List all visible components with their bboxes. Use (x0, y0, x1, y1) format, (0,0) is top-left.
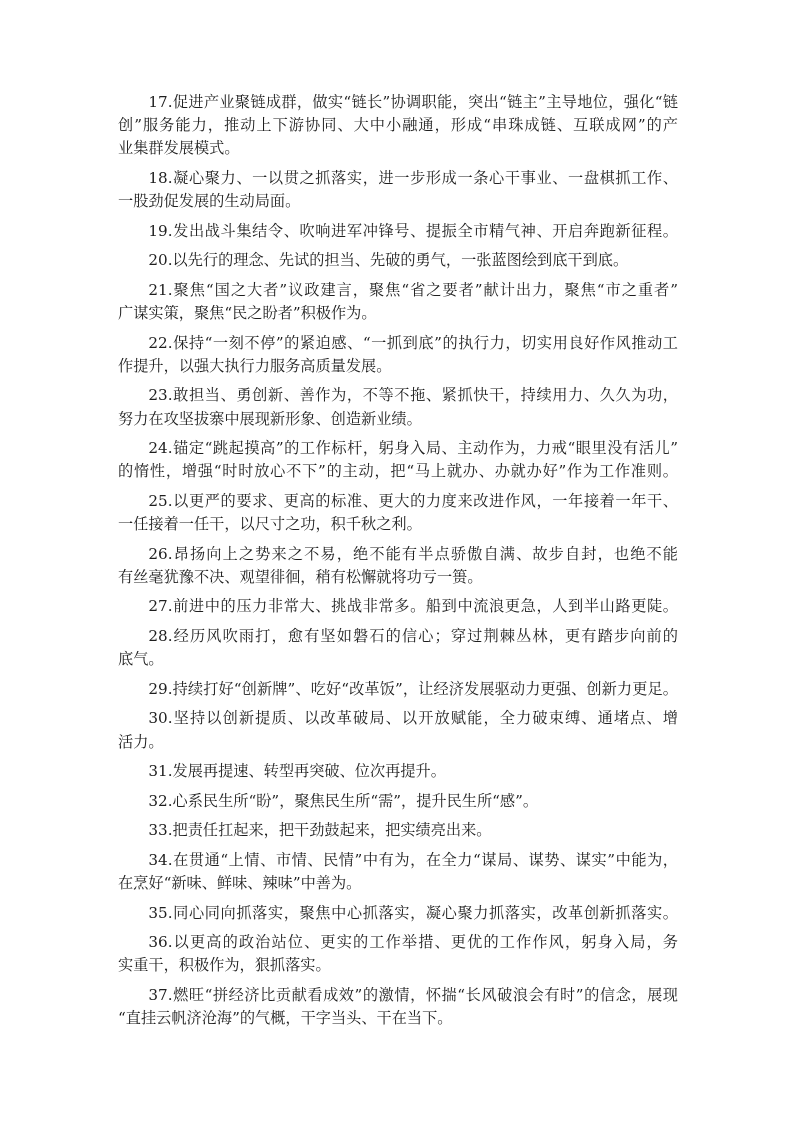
paragraph-line: 20.以先行的理念、先试的担当、先破的勇气，一张蓝图绘到底干到底。 (148, 251, 629, 270)
paragraph-line: 34.在贯通“上情、市情、民情”中有为，在全力“谋局、谋势、谋实”中能为， (148, 850, 678, 869)
paragraph-25 (118, 490, 678, 536)
paragraph-line: 37.燃旺“拼经济比贡献看成效”的激情，怀揣“长风破浪会有时”的信念，展现 (148, 986, 678, 1004)
paragraph-line: 27.前进中的压力非常大、挑战非常多。船到中流浪更急，人到半山路更陡。 (148, 597, 678, 616)
paragraph-27 (118, 595, 678, 618)
paragraph-line: 24.锚定“跳起摸高”的工作标杆，躬身入局、主动作为，力戒“眼里没有活儿” (148, 439, 678, 458)
paragraph-line: 32.心系民生所“盼”，聚焦民生所“需”，提升民生所“感”。 (148, 791, 539, 810)
paragraph-line: 19.发出战斗集结令、吹响进军冲锋号、提振全市精气神、开启奔跑新征程。 (148, 221, 678, 240)
paragraph-line: 一任接着一任干，以尺寸之功，积千秋之利。 (118, 515, 422, 534)
paragraph-line: 有丝毫犹豫不决、观望徘徊，稍有松懈就将功亏一篑。 (118, 567, 483, 586)
paragraph-line: 21.聚焦“国之大者”议政建言，聚焦“省之要者”献计出力，聚焦“市之重者” (148, 280, 678, 299)
paragraph-line: 29.持续打好“创新牌”、吃好“改革饭”，让经济发展驱动力更强、创新力更足。 (148, 679, 678, 698)
paragraph-35 (118, 902, 678, 925)
paragraph-28 (118, 625, 678, 671)
paragraph-line: 30.坚持以创新提质、以改革破局、以开放赋能，全力破束缚、通堵点、增 (148, 709, 678, 728)
paragraph-17 (118, 91, 678, 161)
paragraph-22 (118, 332, 678, 378)
paragraph-line: 31.发展再提速、转型再突破、位次再提升。 (148, 762, 446, 781)
paragraph-line: 活力。 (118, 732, 164, 751)
paragraph-31 (118, 760, 678, 783)
paragraph-36 (118, 931, 678, 977)
paragraph-line: 广谋实策，聚焦“民之盼者”积极作为。 (118, 304, 377, 323)
paragraph-line: 17.促进产业聚链成群，做实“链长”协调职能，突出“链主”主导地位，强化“链 (148, 93, 678, 111)
paragraph-23 (118, 384, 678, 430)
paragraph-line: 28.经历风吹雨打，愈有坚如磐石的信心；穿过荆棘丛林，更有踏步向前的 (148, 627, 678, 646)
paragraph-26 (118, 543, 678, 589)
paragraph-line: 的惰性，增强“时时放心不下”的主动，把“马上就办、办就办好”作为工作准则。 (118, 462, 678, 481)
paragraph-34 (118, 849, 678, 895)
paragraph-line: 努力在攻坚拔寨中展现新形象、创造新业绩。 (118, 409, 422, 428)
paragraph-line: 22.保持“一刻不停”的紧迫感、“一抓到底”的执行力，切实用良好作风推动工 (148, 333, 678, 352)
paragraph-line: “直挂云帆济沧海”的气概，干字当头、干在当下。 (118, 1009, 453, 1028)
paragraph-line: 作提升，以强大执行力服务高质量发展。 (118, 356, 392, 375)
paragraph-19 (118, 220, 678, 243)
paragraph-line: 一股劲促发展的生动局面。 (118, 192, 301, 211)
paragraph-line: 23.敢担当、勇创新、善作为，不等不拖、紧抓快干，持续用力、久久为功， (148, 386, 678, 405)
paragraph-18 (118, 167, 678, 213)
paragraph-line: 18.凝心聚力、一以贯之抓落实，进一步形成一条心干事业、一盘棋抓工作、 (148, 168, 678, 187)
paragraph-line: 35.同心同向抓落实，聚焦中心抓落实，凝心聚力抓落实，改革创新抓落实。 (148, 903, 678, 922)
document-body (118, 91, 678, 1030)
paragraph-37 (118, 984, 678, 1030)
paragraph-21 (118, 279, 678, 325)
paragraph-32 (118, 790, 678, 813)
paragraph-line: 36.以更高的政治站位、更实的工作举措、更优的工作作风，躬身入局，务 (148, 933, 678, 952)
paragraph-line: 底气。 (118, 650, 164, 669)
paragraph-line: 实重干，积极作为，狠抓落实。 (118, 956, 331, 975)
paragraph-20 (118, 249, 678, 272)
paragraph-24 (118, 437, 678, 483)
paragraph-line: 在烹好“新味、鲜味、辣味”中善为。 (118, 874, 362, 893)
paragraph-line: 33.把责任扛起来，把干劲鼓起来，把实绩亮出来。 (148, 821, 492, 840)
paragraph-33 (118, 819, 678, 842)
paragraph-30 (118, 707, 678, 753)
paragraph-line: 26.昂扬向上之势来之不易，绝不能有半点骄傲自满、故步自封，也绝不能 (148, 544, 678, 563)
paragraph-line: 创”服务能力，推动上下游协同、大中小融通，形成“串珠成链、互联成网”的产 (118, 116, 678, 135)
paragraph-line: 业集群发展模式。 (118, 139, 240, 158)
paragraph-29 (118, 678, 678, 701)
paragraph-line: 25.以更严的要求、更高的标准、更大的力度来改进作风，一年接着一年干、 (148, 491, 678, 510)
